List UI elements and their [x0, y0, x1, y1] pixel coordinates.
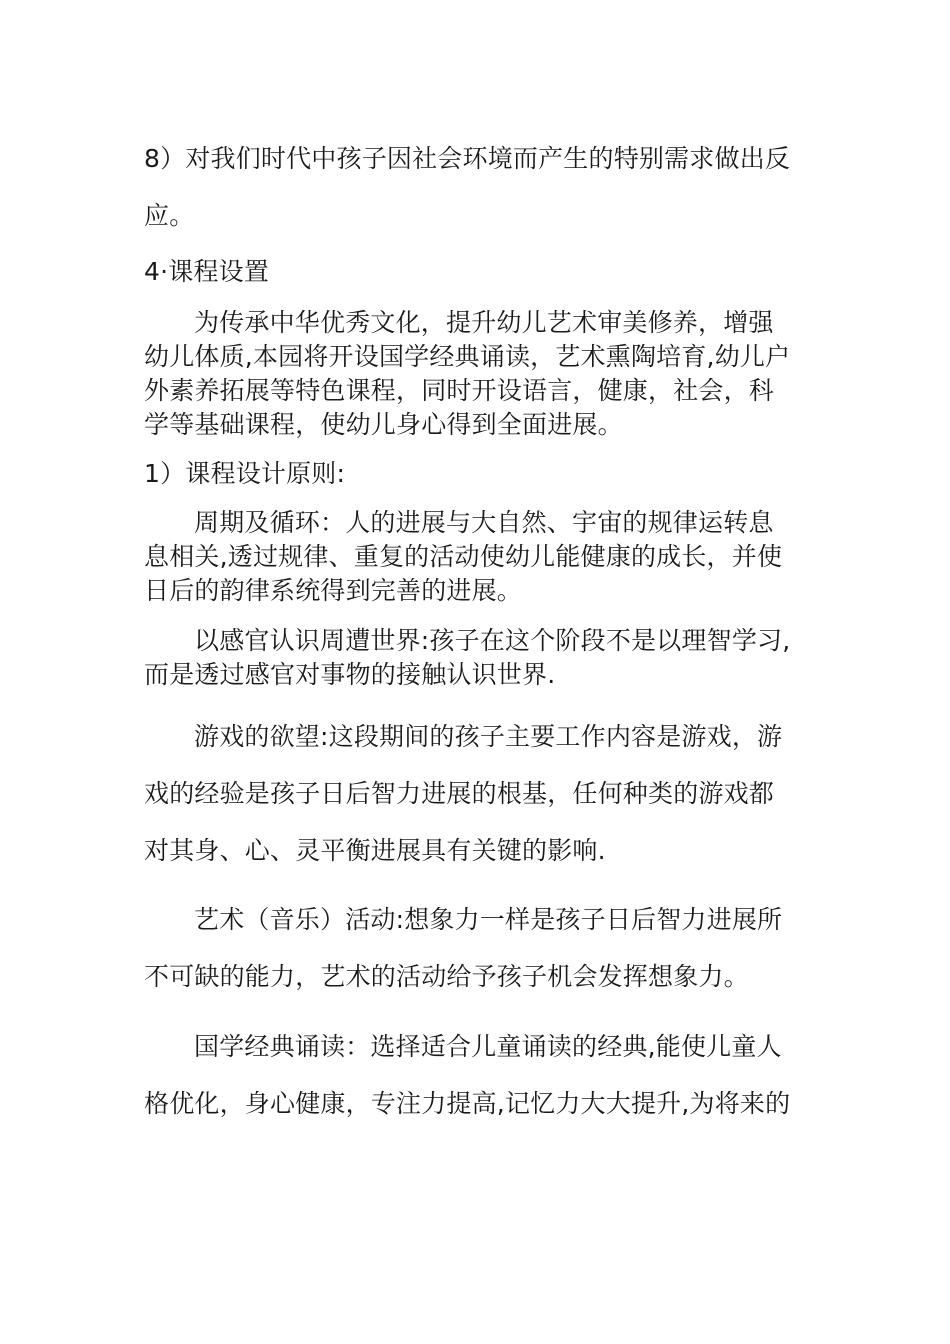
text-line: 为传承中华优秀文化，提升幼儿艺术审美修养，增强 — [194, 308, 774, 337]
text-line: 对其身、心、灵平衡进展具有关键的影响. — [144, 836, 606, 865]
section-heading: 4·课程设置 — [144, 257, 270, 286]
text-line: 学等基础课程，使幼儿身心得到全面进展。 — [144, 410, 623, 439]
text-line: 不可缺的能力，艺术的活动给予孩子机会发挥想象力。 — [144, 962, 749, 991]
text-line: 而是透过感官对事物的接触认识世界. — [144, 660, 556, 689]
text-line: 以感官认识周遭世界:孩子在这个阶段不是以理智学习, — [194, 626, 791, 655]
text-line: 游戏的欲望:这段期间的孩子主要工作内容是游戏，游 — [194, 722, 783, 751]
text-line: 8）对我们时代中孩子因社会环境而产生的特别需求做出反 — [144, 144, 791, 173]
subsection-heading: 1）课程设计原则: — [144, 459, 346, 488]
text-line: 幼儿体质,本园将开设国学经典诵读，艺术熏陶培育,幼儿户 — [144, 342, 791, 371]
text-line: 国学经典诵读：选择适合儿童诵读的经典,能使儿童人 — [194, 1032, 782, 1061]
text-line: 应。 — [144, 201, 195, 230]
text-line: 格优化，身心健康，专注力提高,记忆力大大提升,为将来的 — [144, 1089, 791, 1118]
text-line: 艺术（音乐）活动:想象力一样是孩子日后智力进展所 — [194, 905, 783, 934]
text-line: 周期及循环：人的进展与大自然、宇宙的规律运转息 — [194, 508, 774, 537]
text-line: 日后的韵律系统得到完善的进展。 — [144, 576, 523, 605]
text-line: 戏的经验是孩子日后智力进展的根基，任何种类的游戏都 — [144, 779, 775, 808]
text-line: 外素养拓展等特色课程，同时开设语言，健康，社会，科 — [144, 376, 775, 405]
text-line: 息相关,透过规律、重复的活动使幼儿能健康的成长，并使 — [144, 542, 783, 571]
